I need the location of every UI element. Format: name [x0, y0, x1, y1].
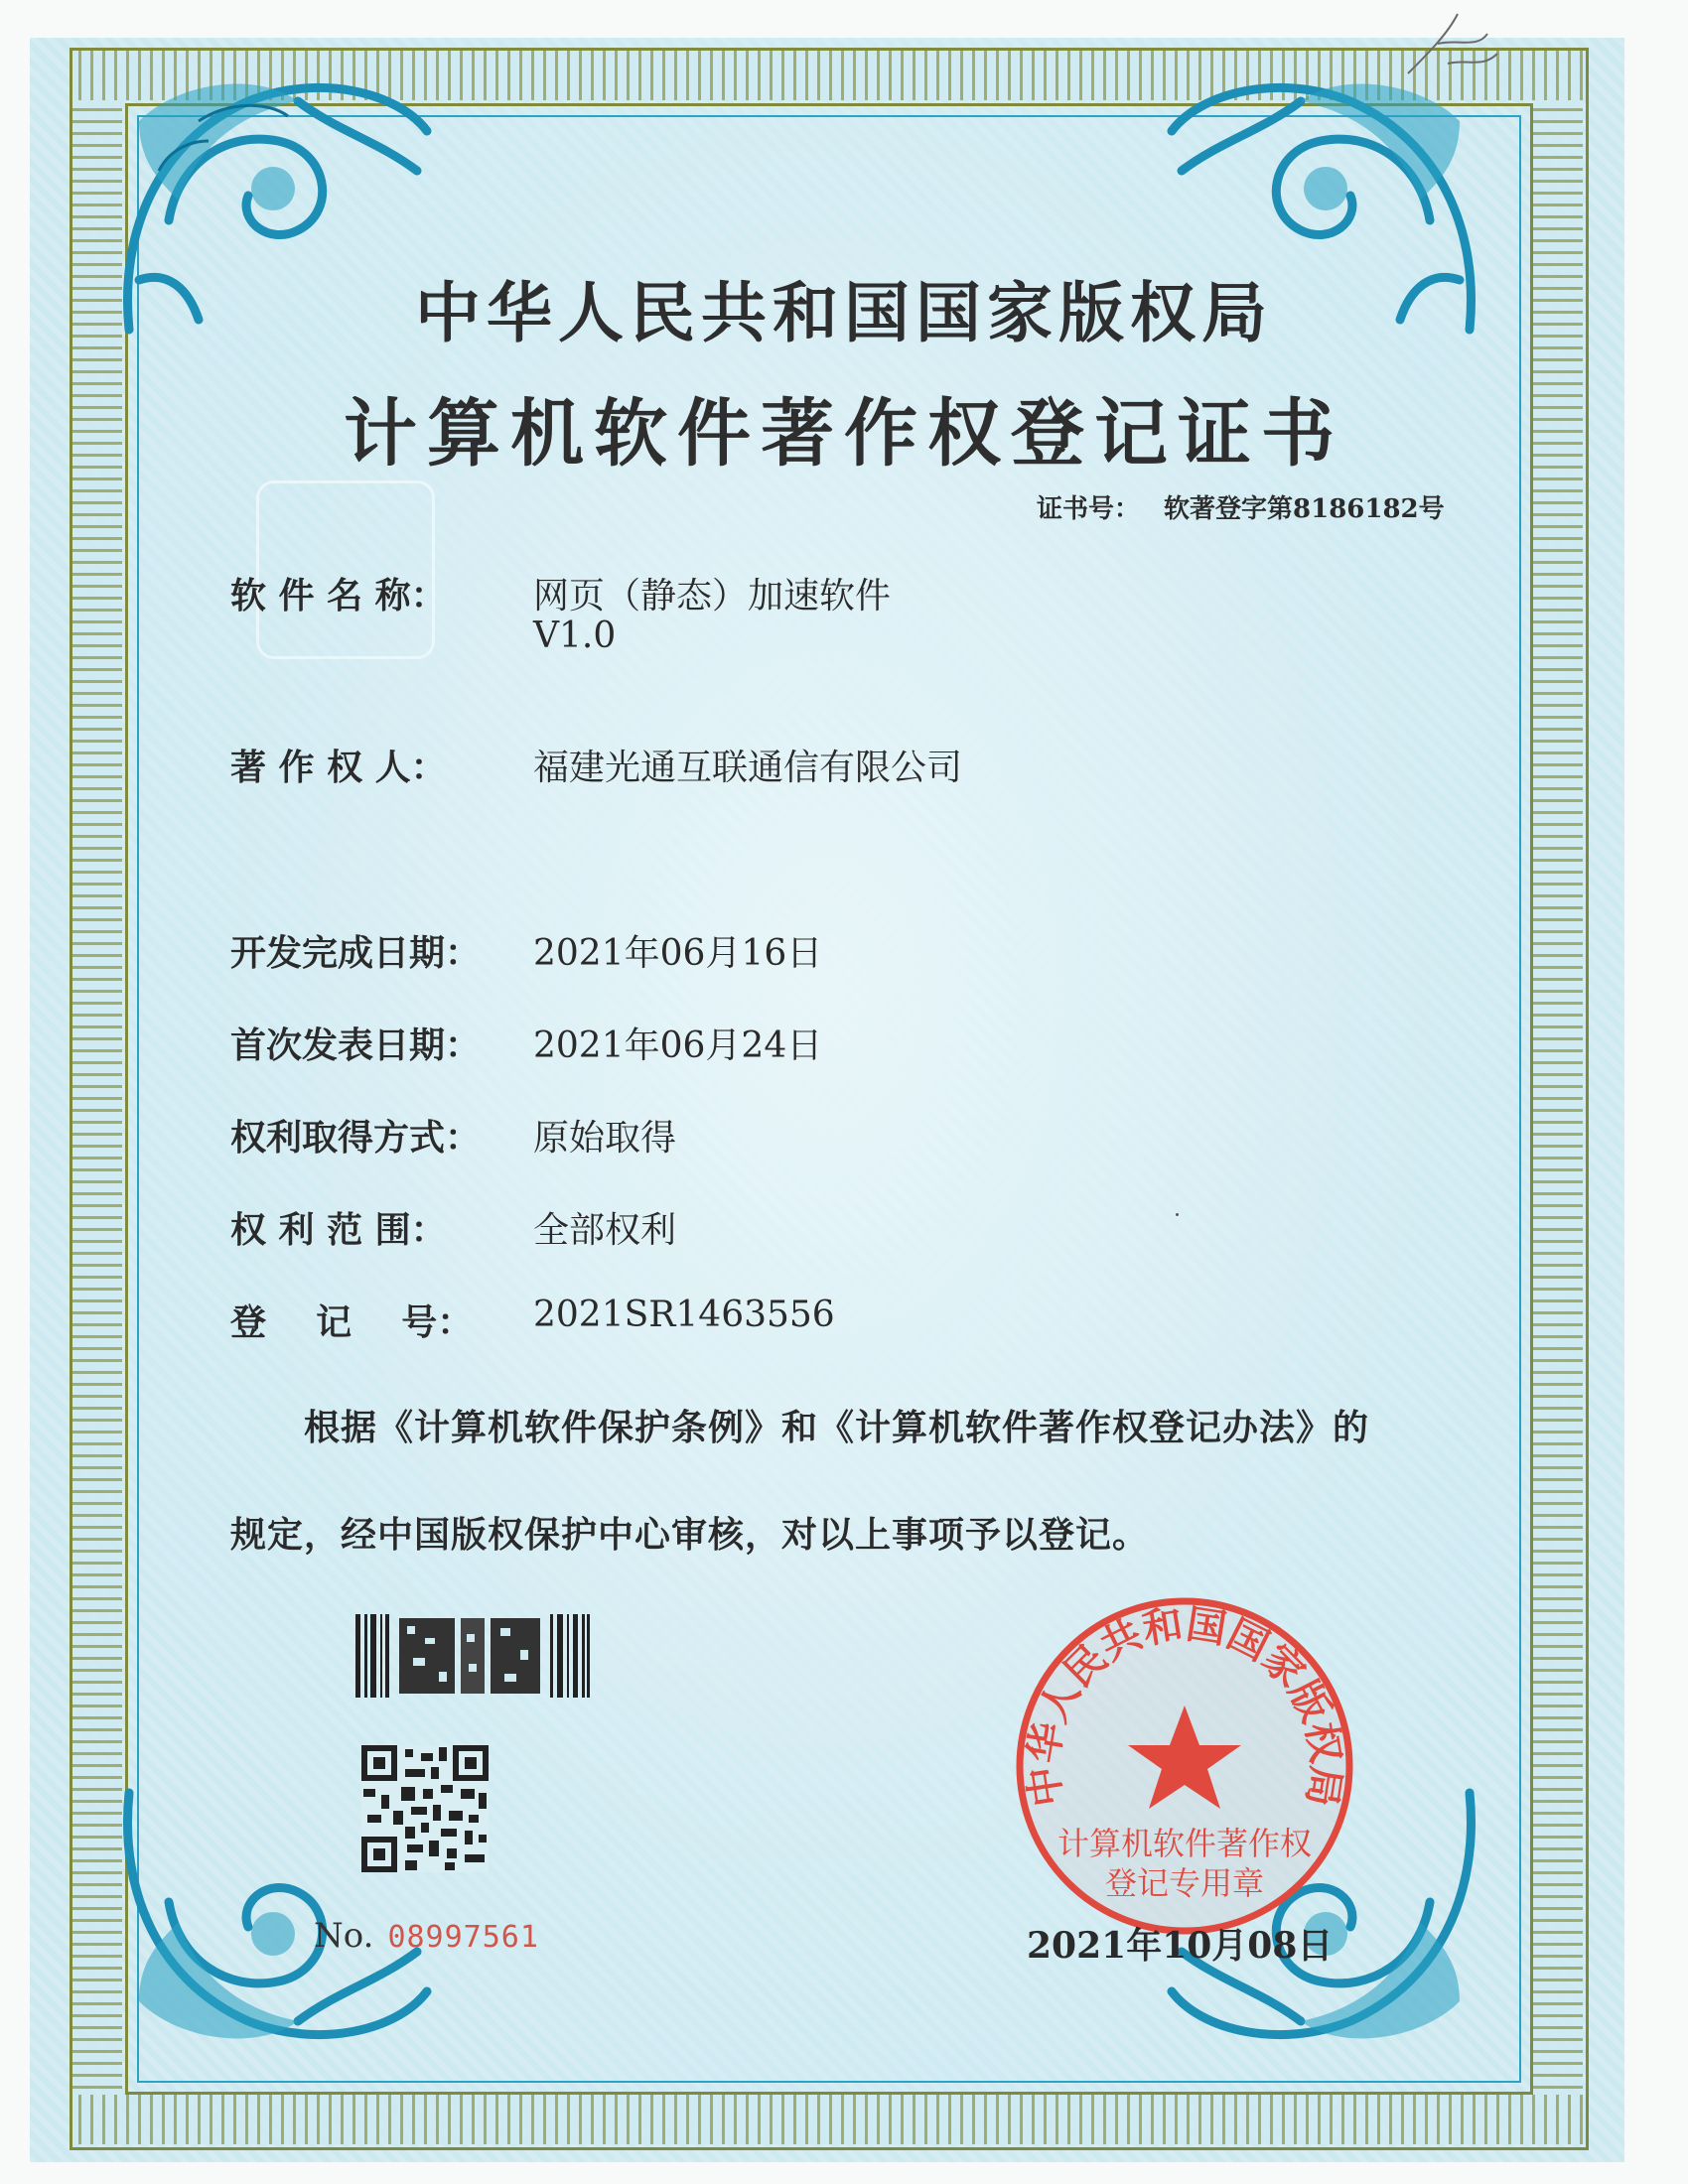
certificate-number-value: 软著登字第8186182号	[1164, 494, 1445, 524]
field-value: 2021SR1463556	[533, 1295, 835, 1335]
certificate-title: 计算机软件著作权登记证书	[344, 391, 1344, 477]
issuer-title: 中华人民共和国国家版权局	[415, 274, 1273, 351]
serial-prefix: No.	[314, 1916, 374, 1956]
greek-key-border-bottom	[72, 2095, 1586, 2144]
certificate-number-label: 证书号：	[1037, 494, 1141, 524]
certificate-number	[1037, 488, 1469, 525]
field-label: 软 件 名 称：	[230, 575, 447, 616]
field-value: 福建光通互联通信有限公司	[533, 748, 963, 788]
seal-line-2: 登记专用章	[1104, 1864, 1265, 1902]
serial-number	[314, 1916, 539, 1956]
field-label: 著 作 权 人：	[230, 747, 447, 788]
field-value: 2021年06月16日	[533, 933, 823, 974]
field-value: 网页（静态）加速软件	[533, 576, 892, 616]
seal-arc-text: 中华人民共和国国家版权局	[1020, 1601, 1349, 1810]
field-value: V1.0	[533, 615, 617, 656]
field-label: 权利取得方式：	[230, 1117, 482, 1159]
field-label: 登 记 号：	[230, 1301, 474, 1343]
speck	[1176, 1213, 1179, 1216]
field-value: 全部权利	[533, 1210, 677, 1251]
field-label: 首次发表日期：	[230, 1024, 482, 1066]
handwritten-mark-icon	[1388, 4, 1507, 93]
field-value: 原始取得	[533, 1118, 677, 1159]
seal-line-1: 计算机软件著作权	[1056, 1825, 1313, 1862]
serial-value: 08997561	[387, 1920, 539, 1955]
statement-line-2: 规定，经中国版权保护中心审核，对以上事项予以登记。	[230, 1514, 1150, 1556]
barcode-icon	[355, 1614, 590, 1698]
field-label: 权 利 范 围：	[230, 1209, 447, 1251]
field-label: 开发完成日期：	[230, 932, 482, 974]
qr-code-icon	[361, 1745, 489, 1872]
field-value: 2021年06月24日	[533, 1025, 823, 1066]
issue-date: 2021年10月08日	[1027, 1925, 1334, 1967]
official-seal	[1013, 1594, 1356, 1938]
statement-line-1: 根据《计算机软件保护条例》和《计算机软件著作权登记办法》的	[304, 1407, 1370, 1448]
